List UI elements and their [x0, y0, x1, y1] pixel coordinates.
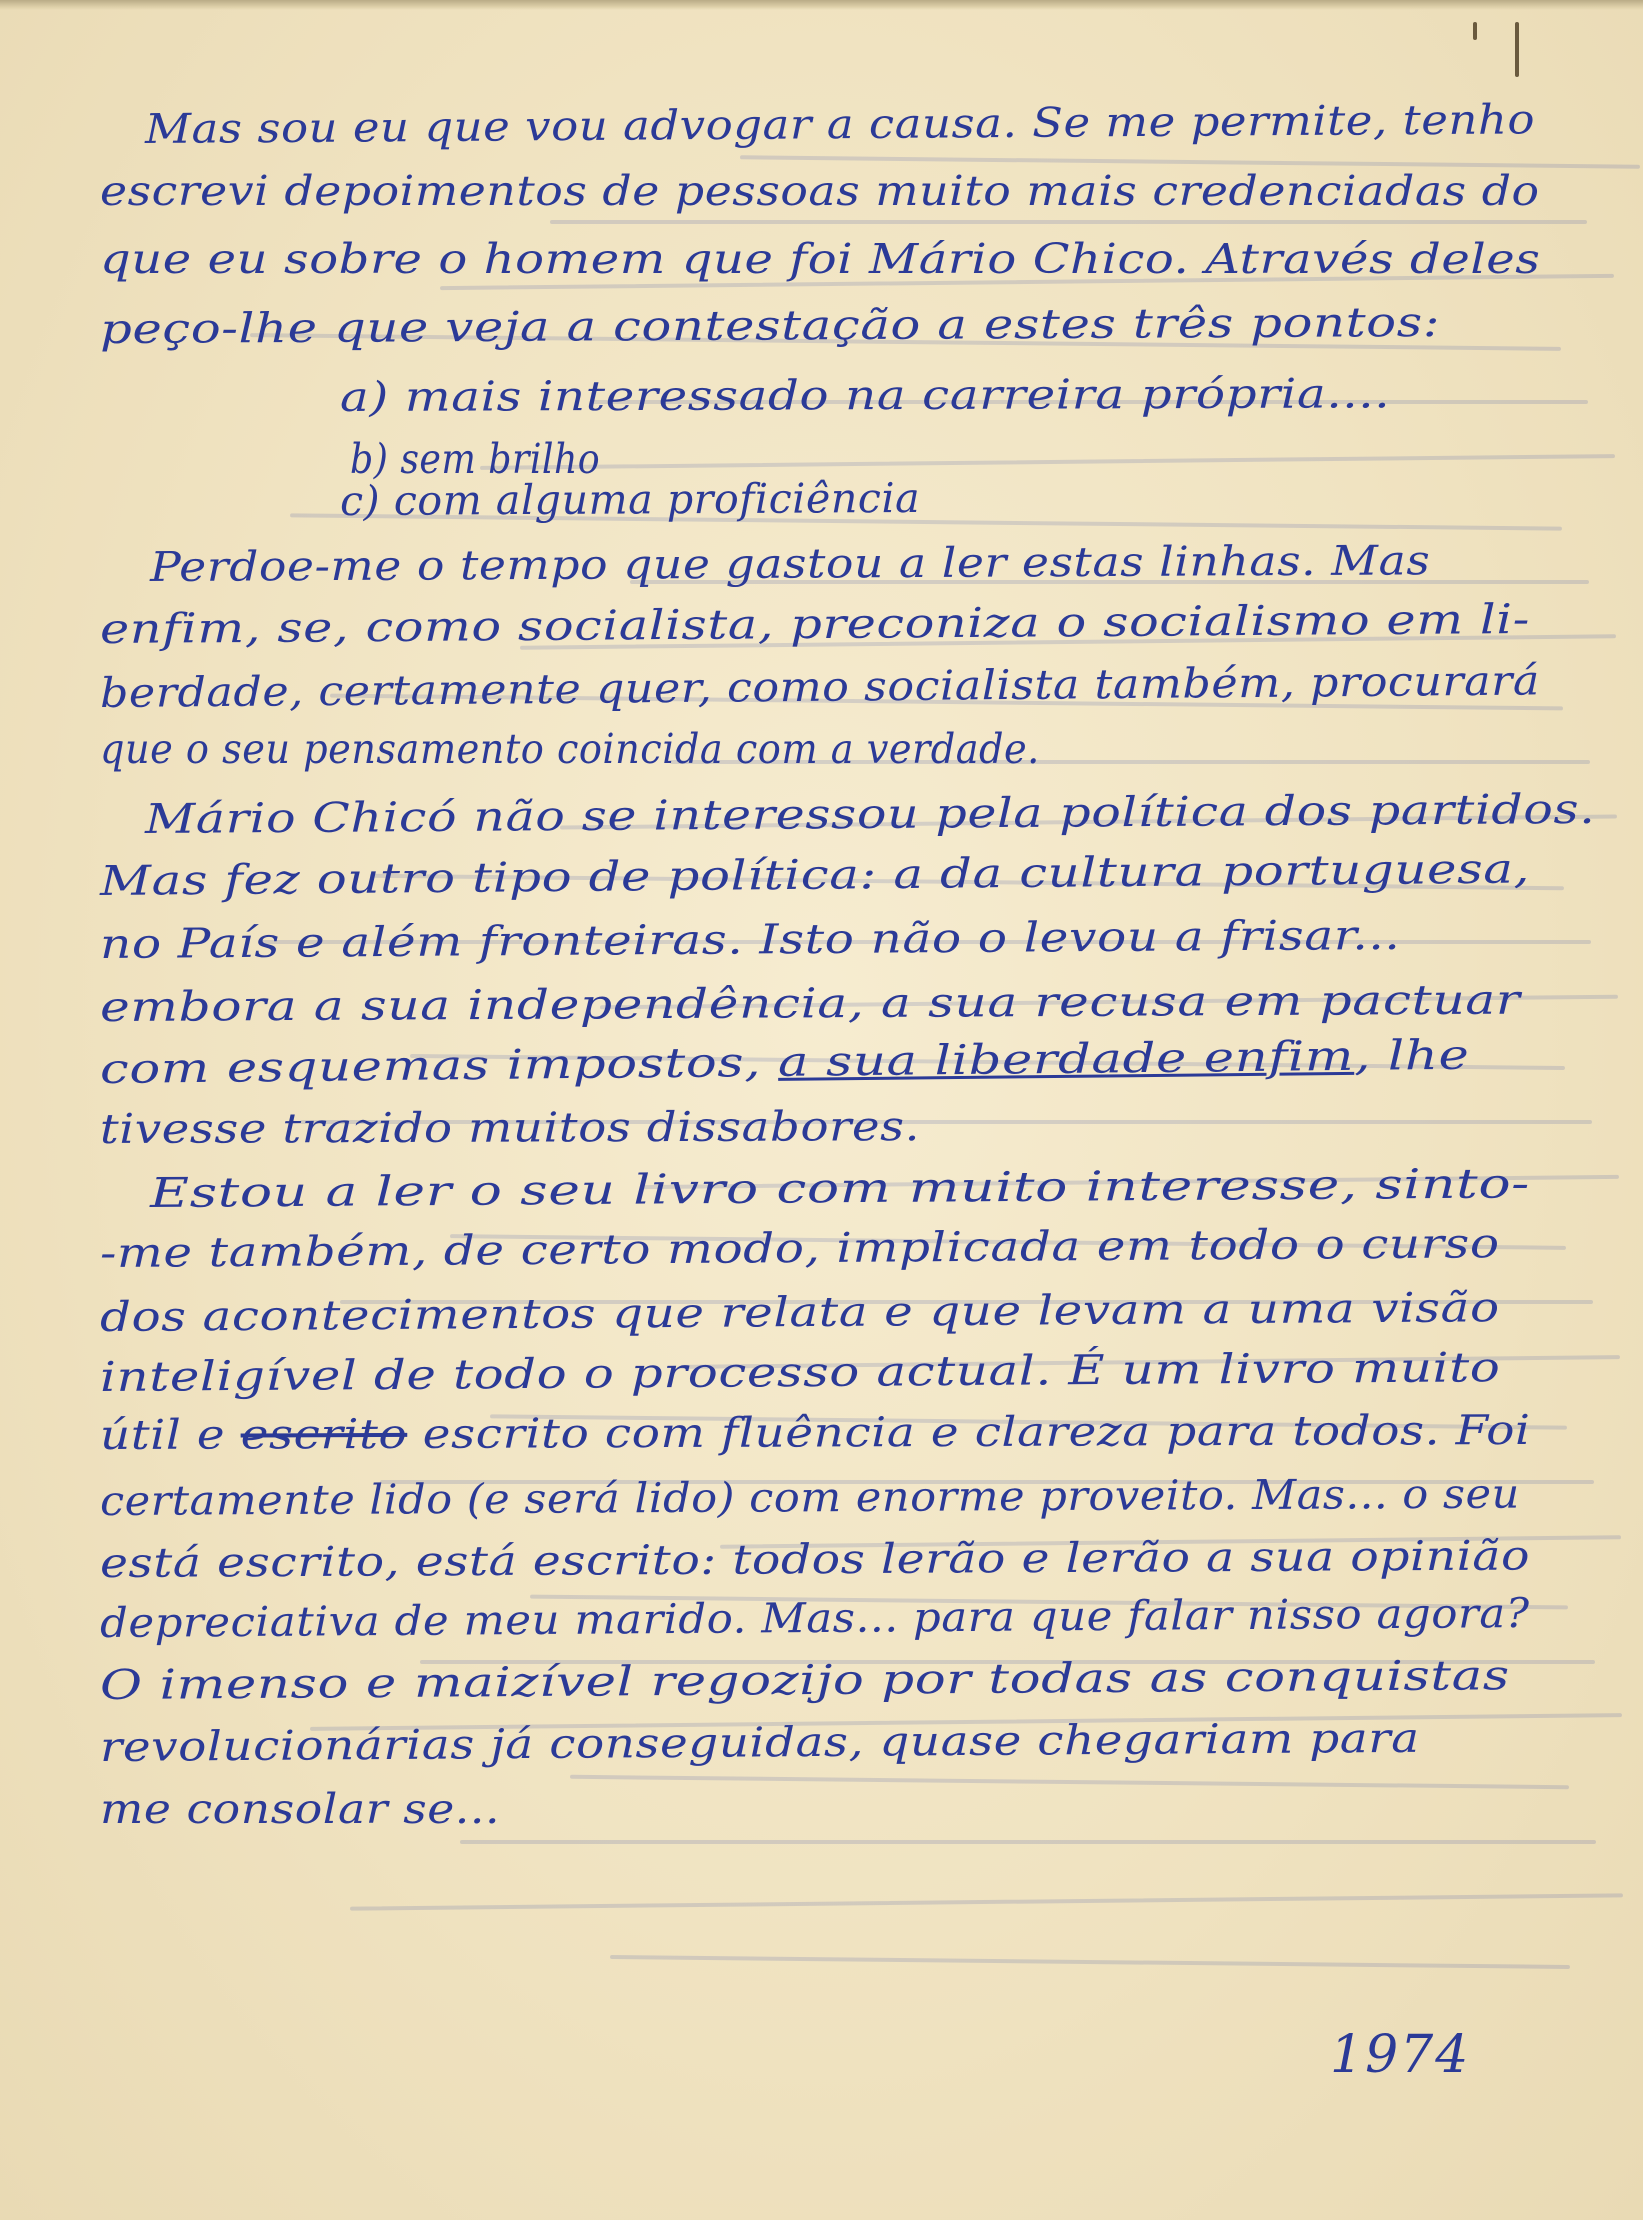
underlined-phrase: a sua liberdade enfim — [777, 1031, 1355, 1086]
line-text: b) sem brilho — [350, 435, 601, 483]
handwritten-line — [100, 656, 1540, 717]
handwritten-line — [100, 1714, 1420, 1771]
line-text: embora a sua independência, a sua recusa em pactuar — [99, 975, 1521, 1031]
struck-out-word: escrito — [240, 1409, 408, 1459]
line-text: -me também, de certo modo, implicada em todo o curso — [99, 1219, 1500, 1277]
handwritten-line — [100, 1031, 1470, 1093]
handwritten-line — [100, 1785, 500, 1833]
staple-mark — [1473, 22, 1477, 40]
line-text: berdade, certamente quer, como socialista também, procurará — [99, 656, 1541, 717]
handwritten-line — [100, 595, 1530, 653]
line-text: Mas sou eu que vou advogar a causa. Se me permite, tenho — [144, 95, 1536, 153]
handwritten-line — [100, 1589, 1530, 1647]
line-text: está escrito, está escrito: todos lerão e lerão a sua opinião — [99, 1531, 1531, 1587]
handwritten-line — [145, 785, 1596, 843]
handwritten-line — [100, 235, 1540, 283]
line-text: Perdoe-me o tempo que gastou a ler estas linhas. Mas — [149, 536, 1431, 591]
line-text: escrevi depoimentos de pessoas muito mais credenciadas do — [100, 167, 1540, 215]
handwritten-line — [100, 1102, 920, 1153]
handwritten-line — [100, 1343, 1501, 1401]
line-text: enfim, se, como socialista, preconiza o socialismo em li- — [99, 595, 1531, 653]
line-text: Mário Chicó não se interessou pela política dos partidos. — [144, 784, 1596, 843]
show-through-stroke — [570, 1775, 1569, 1789]
line-text: Mas fez outro tipo de política: a da cultura portuguesa, — [99, 844, 1531, 905]
line-text: a) mais interessado na carreira própria.... — [339, 369, 1391, 421]
line-text: certamente lido (e será lido) com enorme proveito. Mas... o seu — [99, 1469, 1520, 1525]
handwritten-line — [100, 725, 1040, 773]
handwritten-line — [100, 845, 1530, 905]
paper-top-edge — [0, 0, 1643, 10]
line-text: Estou a ler o seu livro com muito interesse, sinto- — [149, 1159, 1531, 1217]
handwritten-line — [100, 1283, 1500, 1341]
line-text: com esquemas impostos, — [99, 1037, 779, 1093]
staple-mark — [1515, 22, 1519, 77]
handwritten-line — [100, 1406, 1531, 1459]
handwritten-line — [100, 1470, 1520, 1525]
handwritten-line — [100, 1651, 1510, 1709]
line-text: tivesse trazido muitos dissabores. — [99, 1102, 921, 1153]
handwritten-line — [150, 536, 1431, 591]
handwritten-line — [340, 369, 1390, 421]
line-text: escrito com fluência e clareza para todos. Foi — [407, 1406, 1531, 1458]
handwritten-line — [100, 167, 1540, 215]
line-text: dos acontecimentos que relata e que levam a uma visão — [99, 1283, 1500, 1341]
handwritten-line — [100, 1219, 1500, 1277]
line-text: , lhe — [1353, 1030, 1470, 1080]
show-through-stroke — [480, 454, 1615, 470]
line-text: c) com alguma proficiência — [339, 473, 921, 525]
line-text: que o seu pensamento coincida com a verdade. — [100, 725, 1040, 773]
line-text: me consolar se... — [100, 1785, 501, 1833]
handwritten-line — [100, 298, 1440, 353]
line-text: peço-lhe que veja a contestação a estes três pontos: — [99, 297, 1441, 353]
letter-date: 1974 — [1330, 2025, 1471, 2085]
show-through-stroke — [610, 1955, 1570, 1969]
line-text: útil e — [99, 1410, 241, 1459]
handwritten-line — [100, 1532, 1530, 1587]
line-text: inteligível de todo o processo actual. É um livro muito — [99, 1343, 1501, 1401]
handwritten-line — [145, 95, 1535, 153]
line-text: O imenso e maizível regozijo por todas as conquistas — [99, 1651, 1510, 1709]
show-through-stroke — [350, 1893, 1623, 1910]
handwritten-line — [100, 911, 1401, 968]
line-text: que eu sobre o homem que foi Mário Chico. Através deles — [100, 235, 1541, 283]
show-through-stroke — [550, 220, 1587, 224]
handwritten-line — [340, 474, 920, 525]
show-through-stroke — [460, 1840, 1596, 1844]
line-text: no País e além fronteiras. Isto não o levou a frisar... — [99, 910, 1401, 968]
line-text: depreciativa de meu marido. Mas... para que falar nisso agora? — [99, 1589, 1530, 1647]
handwritten-line — [100, 976, 1521, 1031]
line-text: revolucionárias já conseguidas, quase chegariam para — [99, 1713, 1420, 1771]
handwritten-line — [150, 1159, 1530, 1217]
